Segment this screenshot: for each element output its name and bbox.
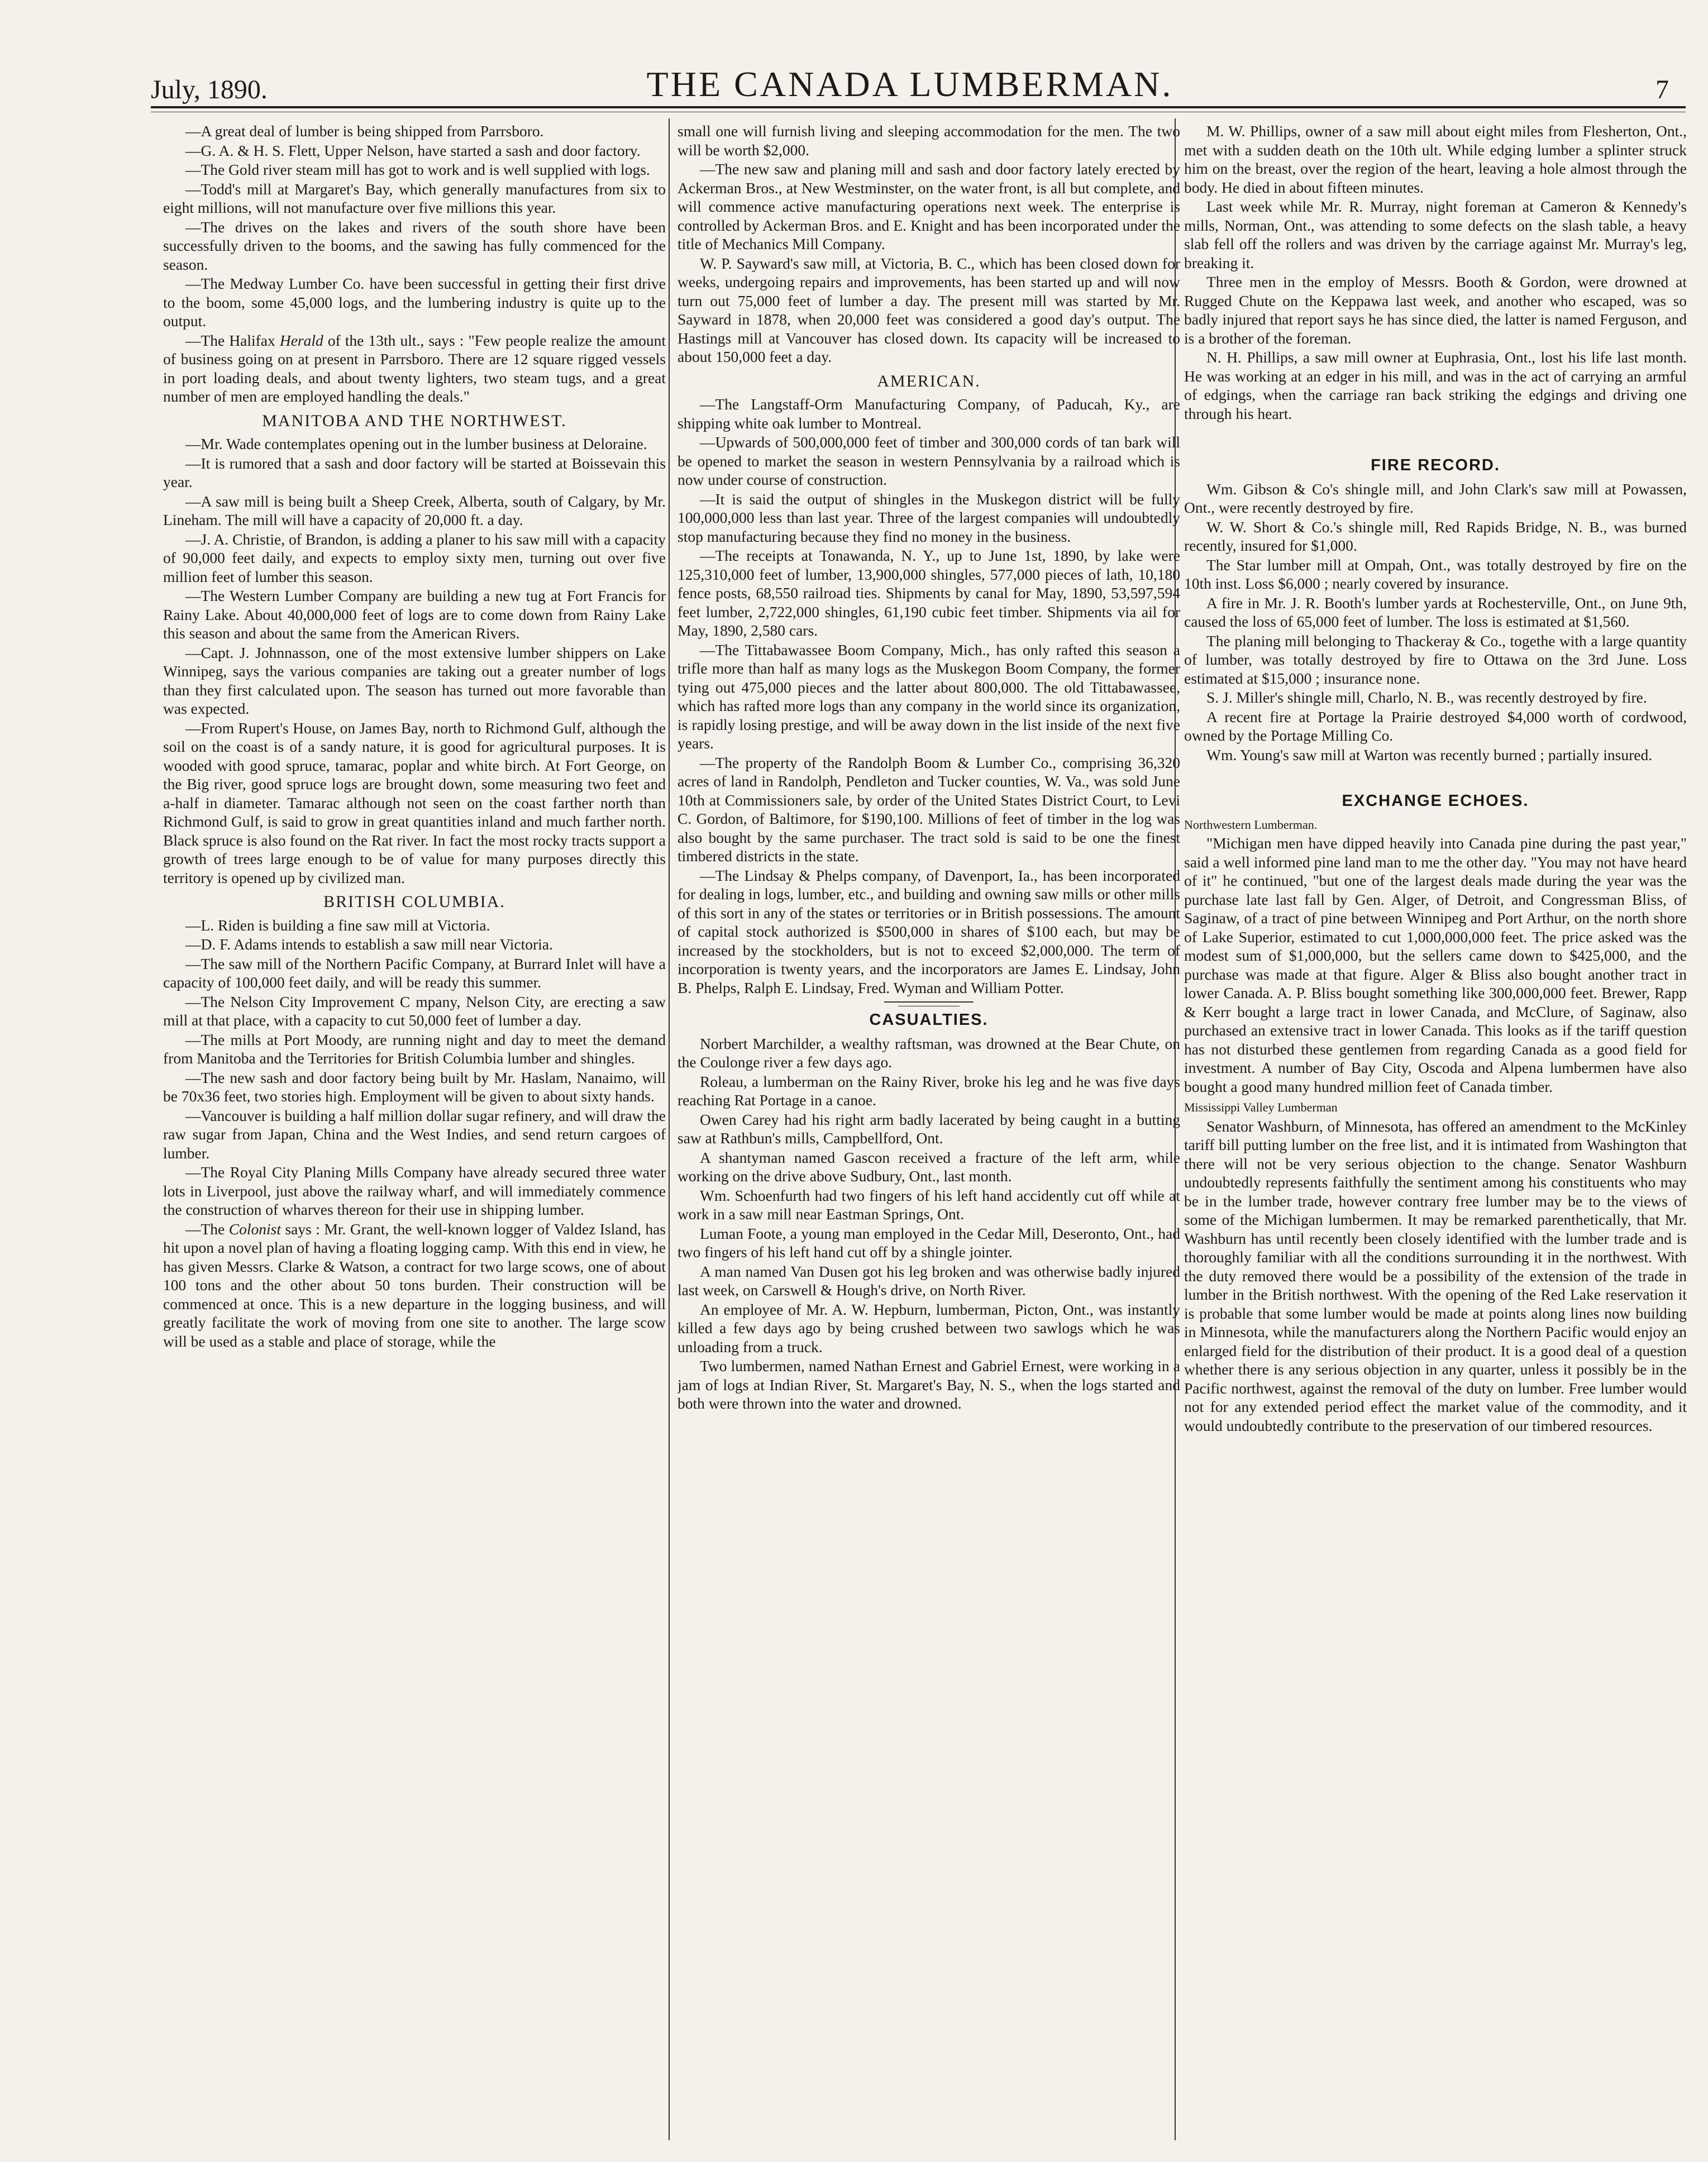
column-3 [1184, 122, 1687, 2132]
news-item: —The Langstaff-Orm Manufacturing Company, of Paducah, Ky., are shipping white oak lumber to Montreal. [678, 395, 1180, 432]
news-item: —A saw mill is being built a Sheep Creek, Alberta, south of Calgary, by Mr. Lineham. The mill will have a capacity of 20,000 ft. a day. [163, 492, 666, 528]
news-item: W. P. Sayward's saw mill, at Victoria, B. C., which has been closed down for weeks, undergoing repairs and improvements, has been started up and will now turn out 75,000 feet of lumber a day. The present mill was started by Mr. Sayward in 1878, when 20,000 feet was considered a good day's output. The Hastings mill at Vancouver has closed down. Its capacity will be increased to about 150,000 feet a day. [678, 254, 1180, 365]
news-item: Wm. Young's saw mill at Warton was recently burned ; partially insured. [1206, 746, 1653, 763]
column-1 [163, 122, 666, 2132]
news-item: —It is said the output of shingles in the Muskegon district will be fully 100,000,000 less than last year. Three of the largest companies will undoubtedly stop manufacturing because they find no money in the business. [678, 490, 1180, 545]
news-item: A recent fire at Portage la Prairie destroyed $4,000 worth of cordwood, owned by the Portage Milling Co. [1184, 708, 1687, 744]
news-item: —The mills at Port Moody, are running night and day to meet the demand from Manitoba and the Territories for British Columbia lumber and shingles. [163, 1030, 666, 1067]
news-item: Luman Foote, a young man employed in the Cedar Mill, Deseronto, Ont., had two fingers of his left hand cut off by a shingle jointer. [678, 1224, 1180, 1261]
news-item: —From Rupert's House, on James Bay, north to Richmond Gulf, although the soil on the coast is of a sandy nature, it is good for agricultural purposes. It is wooded with good spruce, tamarac, poplar and white birch. At Fort George, on the Big river, good spruce logs are brought down, some measuring two feet and a-half in diameter. Tamarac although not seen on the coast farther north than Richmond Gulf, is said to grow in great quantities inland and much farther north. Black spruce is also found on the Rat river. In fact the most rocky tracts support a growth of trees large enough to be of value for many purposes directly this territory is opened up by civilized man. [163, 719, 666, 886]
news-item-colonist: —The Colonist says : Mr. Grant, the well-known logger of Valdez Island, has hit upon a novel plan of having a floating logging camp. With this end in view, he has given Messrs. Clarke & Watson, a contract for two large scows, one of about 100 tons and the other about 50 tons burden. Their construction will be commenced at once. This is a new departure in the logging business, and will greatly facilitate the work of moving from one site to another. The large scow will be used as a stable and place of storage, while the [163, 1220, 666, 1350]
news-item: Wm. Schoenfurth had two fingers of his left hand accidently cut off while at work in a saw mill near Eastman Springs, Ont. [678, 1186, 1180, 1223]
news-item: —The Gold river steam mill has got to work and is well supplied with logs. [185, 161, 650, 178]
news-item: —Vancouver is building a half million dollar sugar refinery, and will draw the raw sugar from Japan, China and the West Indies, and send return cargoes of lumber. [163, 1106, 666, 1162]
news-item: Three men in the employ of Messrs. Booth & Gordon, were drowned at Rugged Chute on the Keppawa last week, and another who escaped, was so badly injured that report says he has since died, the latter is named Ferguson, and is a brother of the foreman. [1184, 273, 1687, 347]
news-item: An employee of Mr. A. W. Hepburn, lumberman, Picton, Ont., was instantly killed a few days ago by being crushed between two sawlogs which he was unloading from a truck. [678, 1300, 1180, 1356]
news-item: —The new sash and door factory being built by Mr. Haslam, Nanaimo, will be 70x36 feet, two stories high. Employment will be given to about sixty hands. [163, 1068, 666, 1105]
news-item: —The Medway Lumber Co. have been successful in getting their first drive to the boom, some 45,000 logs, and the lumbering industry is quite up to the output. [163, 275, 666, 330]
news-item: —D. F. Adams intends to establish a saw mill near Victoria. [185, 936, 553, 953]
source-attribution: Mississippi Valley Lumberman [1184, 1100, 1338, 1114]
section-heading-manitoba: MANITOBA AND THE NORTHWEST. [262, 411, 567, 430]
news-item: N. H. Phillips, a saw mill owner at Euphrasia, Ont., lost his life last month. He was working at an edger in his mill, and was in the act of carrying an armful of edgings, when the carriage ran back striking the edgings and driving one through his heart. [1184, 349, 1687, 422]
news-item: M. W. Phillips, owner of a saw mill about eight miles from Flesherton, Ont., met with a sudden death on the 10th ult. While edging lumber a splinter struck him on the breast, over the region of the heart, leaving a hole almost through the body. He died in about fifteen minutes. [1184, 122, 1687, 196]
news-item: Owen Carey had his right arm badly lacerated by being caught in a butting saw at Rathbun's mills, Campbellford, Ont. [678, 1110, 1180, 1147]
news-item: —J. A. Christie, of Brandon, is adding a planer to his saw mill with a capacity of 90,000 feet daily, and expects to employ sixty men, turning out over five million feet of lumber this season. [163, 530, 666, 585]
column-2 [678, 122, 1180, 2132]
news-item: —The Tittabawassee Boom Company, Mich., has only rafted this season a trifle more than half as many logs as the Muskegon Boom Company, the former tying out 475,000 pieces and the latter about 800,000. The old Tittabawassee, which has rafted more logs than any company in the world since its organization, is rapidly losing prestige, and will be away down in the list inside of the next five years. [678, 641, 1180, 752]
section-heading-american: AMERICAN. [877, 371, 981, 390]
newspaper-name: Colonist [228, 1220, 281, 1238]
news-item: "Michigan men have dipped heavily into Canada pine during the past year," said a well informed pine land man to me the other day. "You may not have heard of it" he continued, "but one of the largest deals made during the year was the purchase late last fall by Gen. Alger, of Detroit, and Congressman Bliss, of Saginaw, of a tract of pine between Winnipeg and Port Arthur, on the north shore of Lake Superior, estimated to cut 1,000,000,000 feet. The price asked was the modest sum of $1,000,000, but the sellers came down to $425,000, and the purchase was made at that figure. Alger & Bliss also bought another tract in lower Canada. A. P. Bliss bought something like 300,000,000 feet. Brewer, Rapp & Kerr bought a large tract in lower Canada, and McClure, of Saginaw, also purchased an extensive tract in lower Canada. This looks as if the tariff question has not disturbed these gentlemen from regarding Canada as a good field for investment. A number of Bay City, Oscoda and Alpena lumbermen have also bought a good many hundred million feet of Canada timber. [1184, 834, 1687, 1095]
news-item: —The Lindsay & Phelps company, of Davenport, Ia., has been incorporated for dealing in logs, lumber, etc., and building and owning saw mills or other mills of this sort in any of the states or territories or in British possessions. The amount of capital stock authorized is $500,000 in shares of $100 each, but may be increased by the stockholders, but is not to exceed $2,000,000. The term of incorporation is twenty years, and the incorporators are James E. Lindsay, John B. Phelps, Ralph E. Lindsay, Fred. Wyman and William Potter. [678, 866, 1180, 996]
news-item: A shantyman named Gascon received a fracture of the left arm, while working on the drive above Sudbury, Ont., last month. [678, 1148, 1180, 1185]
news-item: Roleau, a lumberman on the Rainy River, broke his leg and he was five days reaching Rat Portage in a canoe. [678, 1072, 1180, 1109]
news-item: Norbert Marchilder, a wealthy raftsman, was drowned at the Bear Chute, on the Coulonge river a few days ago. [678, 1034, 1180, 1071]
news-item: —The Nelson City Improvement C mpany, Nelson City, are erecting a saw mill at that place, with a capacity to cut 50,000 feet of lumber a day. [163, 992, 666, 1029]
news-item: —Todd's mill at Margaret's Bay, which generally manufactures from six to eight millions, will not manufacture over five millions this year. [163, 180, 666, 216]
news-item: Last week while Mr. R. Murray, night foreman at Cameron & Kennedy's mills, Norman, Ont., was attending to some defects on the slash table, a heavy slab fell off the rollers and was driven by the carriage against Mr. Murray's leg, breaking it. [1184, 198, 1687, 271]
section-heading-fire-record: FIRE RECORD. [1371, 456, 1500, 474]
column-divider [669, 118, 670, 2140]
news-item: A fire in Mr. J. R. Booth's lumber yards at Rochesterville, Ont., on June 9th, caused the loss of 65,000 feet of lumber. The loss is estimated at $1,560. [1184, 594, 1687, 630]
news-item: —Mr. Wade contemplates opening out in the lumber business at Deloraine. [185, 435, 647, 452]
issue-date: July, 1890. [151, 75, 268, 104]
news-item: S. J. Miller's shingle mill, Charlo, N. B., was recently destroyed by fire. [1206, 689, 1647, 706]
section-divider [884, 1001, 974, 1003]
page-number: 7 [1655, 75, 1669, 104]
news-item: —The Royal City Planing Mills Company have already secured three water lots in Liverpool, just above the railway wharf, and will immediately commence the construction of wharves thereon for their use in shipping lumber. [163, 1163, 666, 1218]
news-item: A man named Van Dusen got his leg broken and was otherwise badly injured last week, on Carswell & Hough's drive, on North River. [678, 1262, 1180, 1299]
masthead [151, 66, 1686, 105]
news-item: Wm. Gibson & Co's shingle mill, and John Clark's saw mill at Powassen, Ont., were recently destroyed by fire. [1184, 480, 1687, 516]
section-heading-exchange-echoes: EXCHANGE ECHOES. [1342, 792, 1529, 810]
news-item: —The property of the Randolph Boom & Lumber Co., comprising 36,320 acres of land in Randolph, Pendleton and Tucker counties, W. Va., was sold June 10th at Commissioners sale, by order of the United States District Court, to Levi C. Gordon, of Baltimore, for $190,100. Millions of feet of timber in the log was also bought by the same purchaser. The tract sold is said to be one the finest timbered districts in the state. [678, 753, 1180, 865]
news-item: —L. Riden is building a fine saw mill at Victoria. [185, 916, 490, 934]
masthead-rule [151, 106, 1686, 108]
news-item: —A great deal of lumber is being shipped from Parrsboro. [185, 122, 544, 140]
news-item-continued: small one will furnish living and sleeping accommodation for the men. The two will be worth $2,000. [678, 122, 1180, 159]
news-item: —Capt. J. Johnnasson, one of the most extensive lumber shippers on Lake Winnipeg, says the various companies are taking out a greater number of logs than they first calculated upon. The season has turned out more favorable than was expected. [163, 643, 666, 717]
news-item: The Star lumber mill at Ompah, Ont., was totally destroyed by fire on the 10th inst. Loss $6,000 ; nearly covered by insurance. [1184, 556, 1687, 592]
news-item: —Upwards of 500,000,000 feet of timber and 300,000 cords of tan bark will be opened to market the season in western Pennsylvania by a railroad which is now under course of construction. [678, 433, 1180, 488]
source-attribution: Northwestern Lumberman. [1184, 817, 1318, 832]
section-heading-british-columbia: BRITISH COLUMBIA. [323, 893, 505, 911]
news-item: Senator Washburn, of Minnesota, has offered an amendment to the McKinley tariff bill putting lumber on the free list, and it is intimated from Washington that there will not be very serious objection to the change. Senator Washburn undoubtedly represents faithfully the sentiment among his constituents who may be in the lumber trade, however contrary free lumber may be to the views of some of the Michigan lumbermen. It may be remarked parenthetically, that Mr. Washburn has until recently been closely identified with the lumber trade and is thoroughly familiar with all the conditions surrounding it in the northwest. With the duty removed there would be a possibility of the extension of the trade in lumber in the British northwest. With the opening of the Red Lake reservation it is probable that some lumber would be made at points along lines now building in Minnesota, while the manufacturers along the Northern Pacific would enjoy an enlarged field for the distribution of their product. It is a good deal of a question whether there is any serious objection in any quarter, unless it possibly be in the Pacific northwest, against the removal of the duty on lumber. Free lumber would not for any extended period effect the market value of the commodity, and it would undoubtedly contribute to the preservation of our timbered resources. [1184, 1117, 1687, 1434]
publication-title: THE CANADA LUMBERMAN. [646, 64, 1173, 104]
news-item: —The receipts at Tonawanda, N. Y., up to June 1st, 1890, by lake were 125,310,000 feet of lumber, 13,900,000 shingles, 577,000 pieces of lath, 10,180 fence posts, 68,550 railroad ties. Shipments by canal for May, 1890, 53,597,594 feet lumber, 2,722,000 shingles, 61,190 cubic feet timber. Shipments via ail for May, 1890, 2,580 cars. [678, 547, 1180, 639]
news-item: The planing mill belonging to Thackeray & Co., togethe with a large quantity of lumber, was totally destroyed by fire to Ottawa on the 3rd June. Loss estimated at $15,000 ; insurance none. [1184, 632, 1687, 687]
news-item: —The drives on the lakes and rivers of the south shore have been successfully driven to the booms, and the sawing has fully commenced for the season. [163, 218, 666, 273]
newspaper-name: Herald [279, 331, 323, 349]
news-item: Two lumbermen, named Nathan Ernest and Gabriel Ernest, were working in a jam of logs at Indian River, St. Margaret's Bay, N. S., when the logs started and both were thrown into the water and drowned. [678, 1357, 1180, 1412]
news-item: —The new saw and planing mill and sash and door factory lately erected by Ackerman Bros., at New Westminster, on the water front, is all but complete, and will commence active manufacturing operations next week. The enterprise is controlled by Ackerman Bros. and E. Knight and has been incorporated under the title of Mechanics Mill Company. [678, 160, 1180, 252]
news-item: W. W. Short & Co.'s shingle mill, Red Rapids Bridge, N. B., was burned recently, insured for $1,000. [1184, 518, 1687, 554]
news-item-halifax-herald: —The Halifax Herald of the 13th ult., says : "Few people realize the amount of business going on at present in Parrsboro. There are 12 square rigged vessels in port loading deals, and about twenty lighters, two steam tugs, and a great number of men are employed handling the deals." [163, 331, 666, 405]
news-item: —G. A. & H. S. Flett, Upper Nelson, have started a sash and door factory. [185, 141, 641, 159]
section-heading-casualties: CASUALTIES. [869, 1011, 989, 1029]
news-item: —It is rumored that a sash and door factory will be started at Boissevain this year. [163, 454, 666, 490]
news-item: —The saw mill of the Northern Pacific Company, at Burrard Inlet will have a capacity of 100,000 feet daily, and will be ready this summer. [163, 954, 666, 991]
news-item: —The Western Lumber Company are building a new tug at Fort Francis for Rainy Lake. About 40,000,000 feet of logs are to come down from Rainy Lake this season and about the same from the American Rivers. [163, 587, 666, 642]
